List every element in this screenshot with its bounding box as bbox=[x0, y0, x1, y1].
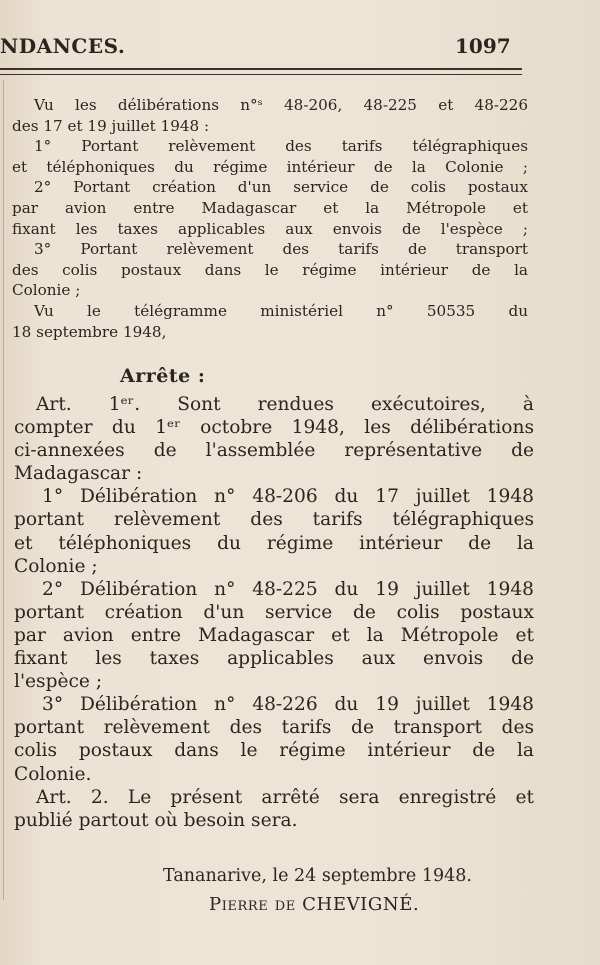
articles-block bbox=[14, 393, 534, 832]
article-line: portant relèvement des tarifs télégraphiques bbox=[14, 509, 534, 531]
signature: Pierre de CHEVIGNÉ. bbox=[209, 894, 420, 915]
column-edge bbox=[3, 80, 4, 900]
article-line: l'espèce ; bbox=[14, 671, 103, 693]
article-line: publié partout où besoin sera. bbox=[14, 809, 298, 831]
article-line: Madagascar : bbox=[14, 463, 143, 485]
consideration-line: par avion entre Madagascar et la Métropole et bbox=[12, 198, 528, 217]
consideration-line: Colonie ; bbox=[12, 281, 81, 300]
article-line: 3° Délibération n° 48-226 du 19 juillet 1948 bbox=[42, 694, 534, 716]
page-number: 1097 bbox=[455, 34, 511, 58]
article-line: portant relèvement des tarifs de transport des bbox=[14, 717, 534, 739]
consideration-line: 18 septembre 1948, bbox=[12, 322, 167, 341]
article-line: Art. 2. Le présent arrêté sera enregistré et bbox=[36, 786, 534, 808]
article-line: Colonie. bbox=[14, 763, 92, 785]
decree-heading: Arrête : bbox=[120, 365, 206, 387]
consideration-line: 3° Portant relèvement des tarifs de transport bbox=[34, 240, 528, 259]
running-head: NDANCES. bbox=[0, 34, 126, 58]
consideration-line: 1° Portant relèvement des tarifs télégraphiques bbox=[34, 137, 528, 156]
article-line: 1° Délibération n° 48-206 du 17 juillet 1948 bbox=[42, 486, 534, 508]
header-rule-top bbox=[0, 68, 522, 70]
article-line: colis postaux dans le régime intérieur de la bbox=[14, 740, 534, 762]
article-line: portant création d'un service de colis postaux bbox=[14, 601, 534, 623]
consideration-line: 2° Portant création d'un service de colis postaux bbox=[34, 178, 528, 197]
article-line: Art. 1ᵉʳ. Sont rendues exécutoires, à bbox=[36, 394, 534, 415]
considerations-block bbox=[12, 95, 528, 342]
consideration-line: des colis postaux dans le régime intérieur de la bbox=[12, 260, 528, 279]
consideration-line: fixant les taxes applicables aux envois de l'espèce ; bbox=[12, 219, 528, 238]
page-header bbox=[0, 32, 600, 62]
article-line: compter du 1ᵉʳ octobre 1948, les délibérations bbox=[14, 417, 534, 439]
place-date: Tananarive, le 24 septembre 1948. bbox=[163, 866, 472, 886]
consideration-line: des 17 et 19 juillet 1948 : bbox=[12, 116, 210, 135]
article-line: ci-annexées de l'assemblée représentative de bbox=[14, 440, 534, 462]
consideration-line: et téléphoniques du régime intérieur de la Colonie ; bbox=[12, 157, 528, 176]
article-line: 2° Délibération n° 48-225 du 19 juillet 1948 bbox=[42, 578, 534, 600]
consideration-line: Vu le télégramme ministériel n° 50535 du bbox=[34, 301, 528, 320]
article-line: fixant les taxes applicables aux envois de bbox=[14, 648, 534, 670]
consideration-line: Vu les délibérations n°ˢ 48-206, 48-225 et 48-226 bbox=[34, 96, 528, 114]
article-line: Colonie ; bbox=[14, 555, 98, 577]
article-line: et téléphoniques du régime intérieur de la bbox=[14, 532, 534, 554]
header-rule-bottom bbox=[0, 74, 522, 75]
article-line: par avion entre Madagascar et la Métropole et bbox=[14, 624, 534, 646]
